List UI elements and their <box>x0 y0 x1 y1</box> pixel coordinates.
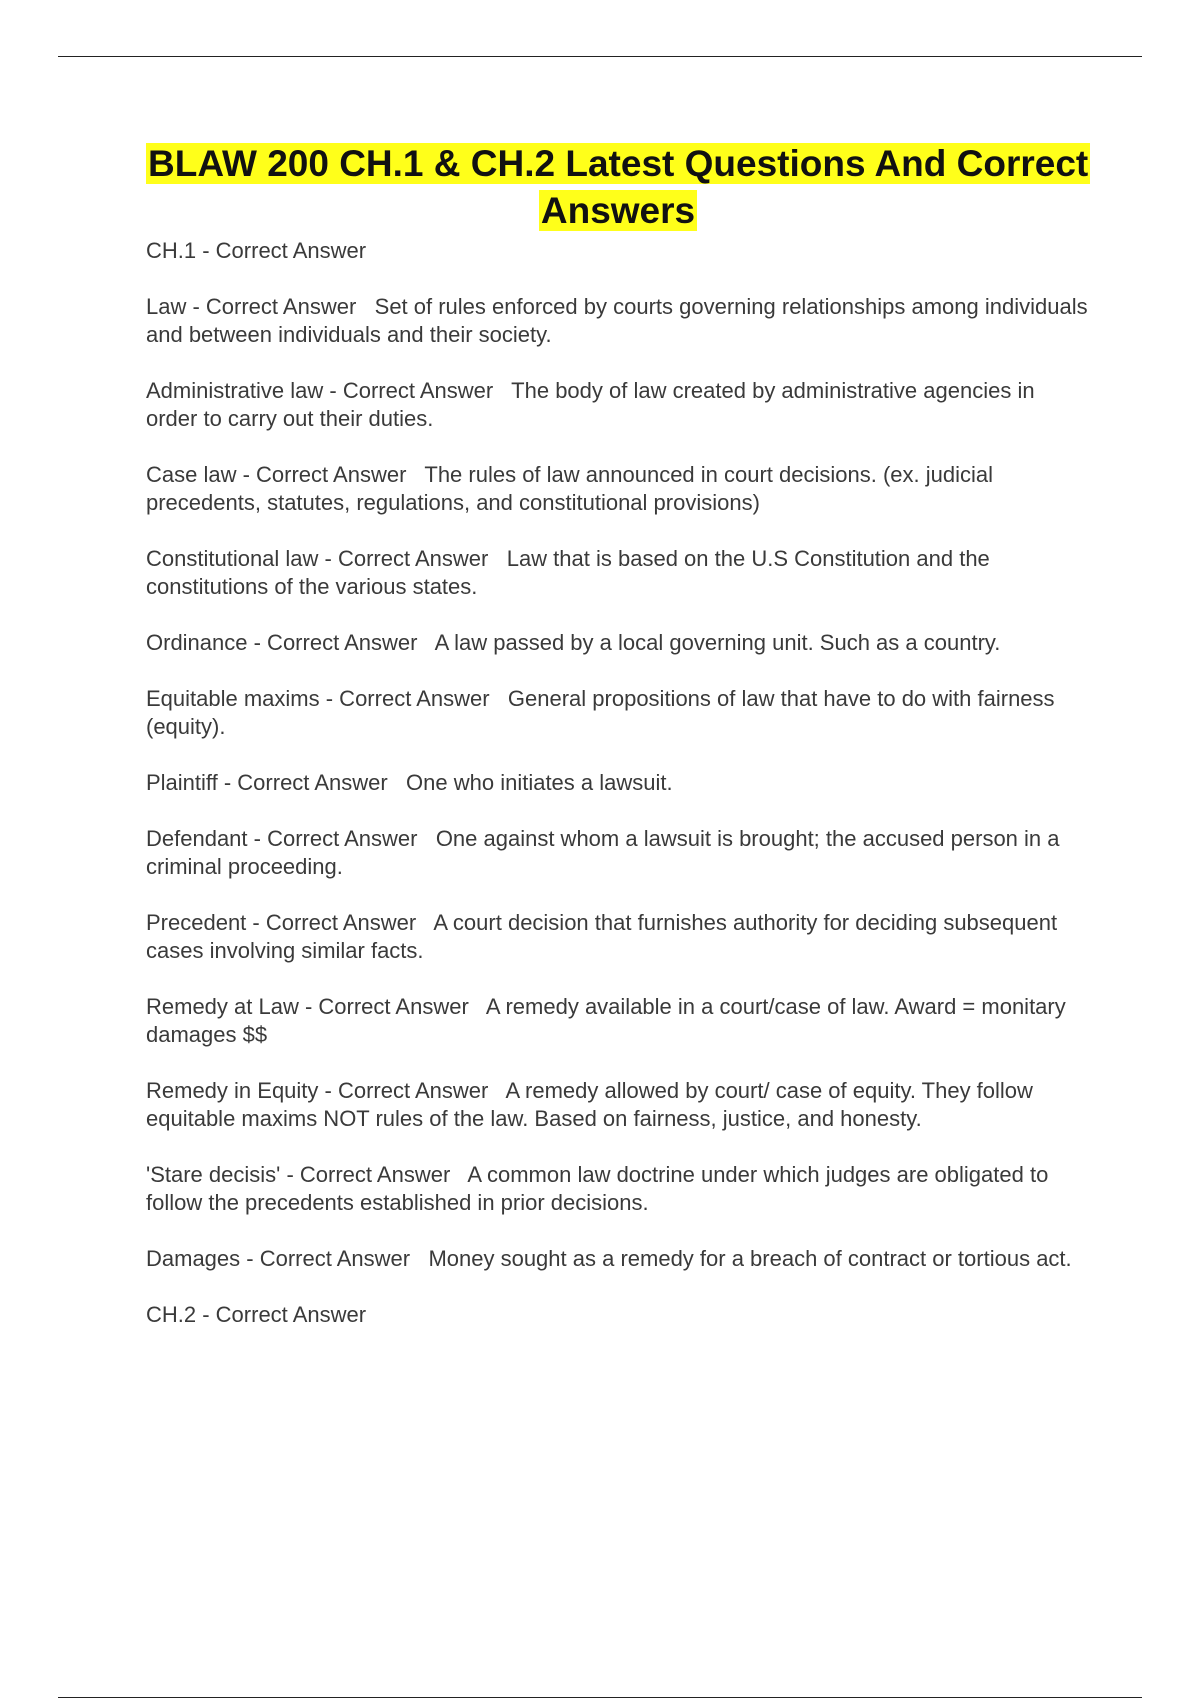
entry-definition: The rules of law announced in court decisions. (ex. judicial precedents, statutes, regulations, and constitutional provisions) <box>146 462 994 515</box>
entry-term: Damages - Correct Answer <box>146 1246 411 1271</box>
list-item <box>146 629 1090 657</box>
list-item <box>146 685 1090 741</box>
document-title <box>146 140 1090 234</box>
list-item <box>146 293 1090 349</box>
list-item <box>146 769 1090 797</box>
entry-term: Ordinance - Correct Answer <box>146 630 418 655</box>
entry-term: Remedy in Equity - Correct Answer <box>146 1078 489 1103</box>
entry-definition: A common law doctrine under which judges are obligated to follow the precedents established in prior decisions. <box>146 1162 1049 1215</box>
list-item <box>146 1161 1090 1217</box>
entry-definition: Money sought as a remedy for a breach of contract or tortious act. <box>428 1246 1072 1271</box>
entry-term: Remedy at Law - Correct Answer <box>146 994 469 1019</box>
entry-definition: A law passed by a local governing unit. Such as a country. <box>434 630 1001 655</box>
entry-definition: The body of law created by administrative agencies in order to carry out their duties. <box>146 378 1035 431</box>
list-item <box>146 825 1090 881</box>
entry-term: Constitutional law - Correct Answer <box>146 546 489 571</box>
list-item <box>146 909 1090 965</box>
entry-term: Administrative law - Correct Answer <box>146 378 494 403</box>
document-title-text: BLAW 200 CH.1 & CH.2 Latest Questions And Correct Answers <box>148 143 1089 231</box>
entry-definition: One who initiates a lawsuit. <box>406 770 673 795</box>
entry-definition: Set of rules enforced by courts governing relationships among individuals and between individuals and their society. <box>146 294 1088 347</box>
list-item <box>146 377 1090 433</box>
entry-term: CH.2 - Correct Answer <box>146 1302 367 1327</box>
entry-term: Plaintiff - Correct Answer <box>146 770 388 795</box>
entry-term: 'Stare decisis' - Correct Answer <box>146 1162 451 1187</box>
list-item <box>146 1301 1090 1329</box>
list-item <box>146 993 1090 1049</box>
list-item <box>146 237 1090 265</box>
entry-term: Precedent - Correct Answer <box>146 910 417 935</box>
entry-term: CH.1 - Correct Answer <box>146 238 367 263</box>
entry-term: Equitable maxims - Correct Answer <box>146 686 490 711</box>
entry-term: Defendant - Correct Answer <box>146 826 418 851</box>
entry-definition: Law that is based on the U.S Constitution and the constitutions of the various states. <box>146 546 990 599</box>
list-item <box>146 545 1090 601</box>
bottom-divider <box>58 1697 1142 1698</box>
entry-definition: A remedy allowed by court/ case of equity. They follow equitable maxims NOT rules of the law. Based on fairness, justice, and honesty. <box>146 1078 1033 1131</box>
entry-definition: One against whom a lawsuit is brought; the accused person in a criminal proceeding. <box>146 826 1060 879</box>
entry-term: Case law - Correct Answer <box>146 462 407 487</box>
list-item <box>146 1245 1090 1273</box>
list-item <box>146 461 1090 517</box>
entry-definition: A court decision that furnishes authority for deciding subsequent cases involving similar facts. <box>146 910 1058 963</box>
document-body <box>146 140 1090 1329</box>
entry-definition: A remedy available in a court/case of law. Award = monitary damages $$ <box>146 994 1066 1047</box>
entry-term: Law - Correct Answer <box>146 294 357 319</box>
list-item <box>146 1077 1090 1133</box>
top-divider <box>58 56 1142 57</box>
entry-definition: General propositions of law that have to do with fairness (equity). <box>146 686 1055 739</box>
